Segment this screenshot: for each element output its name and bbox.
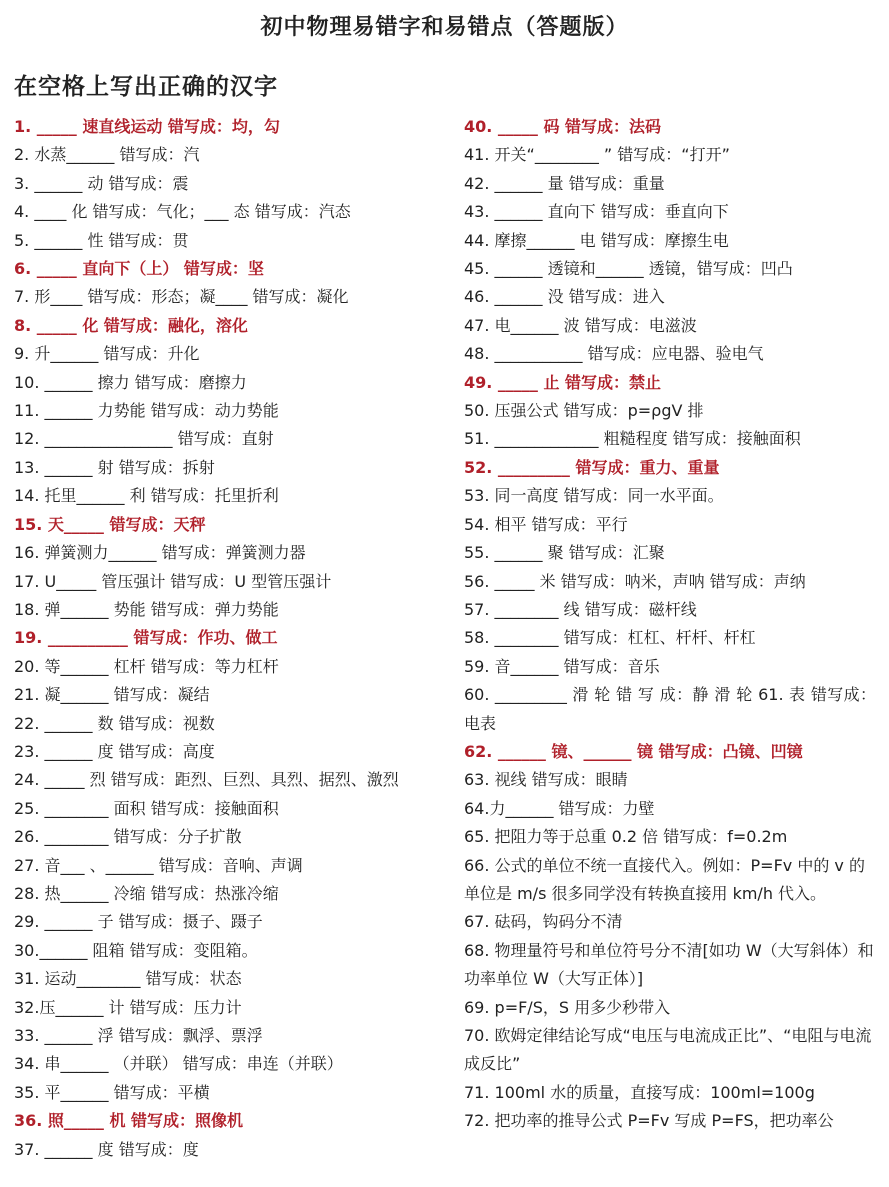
- question-item: 23. ______ 度 错写成：高度: [14, 741, 215, 761]
- highlighted-question-item: 1. _____ 速直线运动 错写成：均，勾: [14, 117, 280, 136]
- question-item: 60. _________ 滑 轮 错 写 成：静 滑 轮 61. 表 错写成：电表: [464, 685, 876, 733]
- question-item: 5. ______ 性 错写成：贯: [14, 230, 189, 250]
- highlighted-question-item: 8. _____ 化 错写成：融化，溶化: [14, 315, 248, 335]
- question-item: 64.力______ 错写成：力壁: [464, 798, 655, 818]
- question-item: 27. 音___ 、______ 错写成：音响、声调: [14, 855, 303, 875]
- question-item: 58. ________ 错写成：杠杠、杆杆、杆杠: [464, 628, 756, 648]
- highlighted-question-item: 62. ______ 镜、______ 镜 错写成：凸镜、凹镜: [464, 741, 803, 761]
- question-item: 68. 物理量符号和单位符号分不清[如功 W（大写斜体）和功率单位 W（大写正体）]: [464, 940, 874, 989]
- question-item: 55. ______ 聚 错写成：汇聚: [464, 543, 665, 563]
- question-item: 69. p=F/S，S 用多少秒带入: [464, 997, 671, 1017]
- right-question-column: [464, 113, 876, 1136]
- question-item: 47. 电______ 波 错写成：电滋波: [464, 315, 697, 335]
- question-item: 25. ________ 面积 错写成：接触面积: [14, 798, 279, 818]
- question-item: 9. 升______ 错写成：升化: [14, 344, 200, 364]
- question-item: 70. 欧姆定律结论写成“电压与电流成正比”、“电阻与电流成反比”: [464, 1026, 872, 1074]
- question-item: 46. ______ 没 错写成：进入: [464, 287, 665, 307]
- question-item: 57. ________ 线 错写成：磁杆线: [464, 599, 697, 619]
- question-item: 51. _____________ 粗糙程度 错写成：接触面积: [464, 429, 801, 449]
- highlighted-question-item: 36. 照_____ 机 错写成：照像机: [14, 1111, 244, 1131]
- highlighted-question-item: 52. _________ 错写成：重力、重量: [464, 457, 720, 477]
- question-item: 67. 砝码，钩码分不清: [464, 912, 623, 932]
- question-item: 37. ______ 度 错写成：度: [14, 1139, 199, 1159]
- question-item: 29. ______ 子 错写成：摄子、蹑子: [14, 912, 263, 932]
- question-item: 72. 把功率的推导公式 P=Fv 写成 P=FS，把功率公: [464, 1111, 834, 1131]
- question-item: 53. 同一高度 错写成：同一水平面。: [464, 486, 724, 506]
- question-item: 21. 凝______ 错写成：凝结: [14, 685, 210, 705]
- highlighted-question-item: 6. _____ 直向下（上） 错写成：坚: [14, 259, 264, 279]
- question-item: 2. 水蒸______ 错写成：汽: [14, 145, 200, 165]
- question-item: 12. ________________ 错写成：直射: [14, 429, 274, 449]
- question-item: 14. 托里______ 利 错写成：托里折利: [14, 486, 279, 506]
- question-item: 71. 100ml 水的质量，直接写成：100ml=100g: [464, 1082, 815, 1102]
- question-item: 10. ______ 擦力 错写成：磨擦力: [14, 372, 247, 392]
- highlighted-question-item: 49. _____ 止 错写成：禁止: [464, 372, 662, 392]
- question-item: 32.压______ 计 错写成：压力计: [14, 997, 242, 1017]
- question-item: 50. 压强公式 错写成：p=ρgV 排: [464, 401, 704, 421]
- question-item: 42. ______ 量 错写成：重量: [464, 173, 665, 193]
- highlighted-question-item: 19. __________ 错写成：作功、做工: [14, 628, 278, 648]
- question-item: 30.______ 阻箱 错写成：变阻箱。: [14, 940, 258, 960]
- question-item: 18. 弹______ 势能 错写成：弹力势能: [14, 599, 279, 619]
- question-item: 56. _____ 米 错写成：呐米，声呐 错写成：声纳: [464, 571, 806, 591]
- question-item: 35. 平______ 错写成：平横: [14, 1082, 210, 1102]
- question-item: 31. 运动________ 错写成：状态: [14, 969, 242, 989]
- highlighted-question-item: 40. _____ 码 错写成：法码: [464, 117, 662, 136]
- question-item: 17. U_____ 管压强计 错写成：U 型管压强计: [14, 571, 332, 591]
- question-item: 44. 摩擦______ 电 错写成：摩擦生电: [464, 230, 729, 250]
- question-item: 33. ______ 浮 错写成：飘浮、票浮: [14, 1026, 263, 1045]
- question-item: 20. 等______ 杠杆 错写成：等力杠杆: [14, 656, 279, 676]
- question-item: 4. ____ 化 错写成：气化；___ 态 错写成：汽态: [14, 202, 351, 222]
- question-item: 22. ______ 数 错写成：视数: [14, 713, 215, 733]
- question-item: 11. ______ 力势能 错写成：动力势能: [14, 401, 279, 421]
- left-question-column: [14, 113, 444, 1164]
- question-item: 63. 视线 错写成：眼睛: [464, 770, 628, 790]
- highlighted-question-item: 15. 天_____ 错写成：天秤: [14, 514, 206, 534]
- section-heading: 在空格上写出正确的汉字: [14, 74, 278, 100]
- question-item: 45. ______ 透镜和______ 透镜，错写成：凹凸: [464, 259, 793, 279]
- question-item: 16. 弹簧测力______ 错写成：弹簧测力器: [14, 543, 306, 563]
- question-item: 7. 形____ 错写成：形态；凝____ 错写成：凝化: [14, 287, 349, 307]
- question-item: 66. 公式的单位不统一直接代入。例如：P=Fv 中的 v 的单位是 m/s 很多同学没有转换直接用 km/h 代入。: [464, 855, 865, 903]
- question-item: 34. 串______ （并联） 错写成：串连（并联）: [14, 1054, 343, 1074]
- question-item: 13. ______ 射 错写成：拆射: [14, 457, 215, 477]
- question-item: 48. ___________ 错写成：应电器、验电气: [464, 344, 764, 364]
- question-item: 43. ______ 直向下 错写成：垂直向下: [464, 202, 729, 222]
- question-item: 65. 把阻力等于总重 0.2 倍 错写成：f=0.2m: [464, 827, 788, 847]
- question-item: 26. ________ 错写成：分子扩散: [14, 827, 242, 847]
- question-item: 28. 热______ 冷缩 错写成：热涨冷缩: [14, 883, 279, 903]
- question-item: 54. 相平 错写成：平行: [464, 514, 628, 534]
- question-item: 24. _____ 烈 错写成：距烈、巨烈、具烈、据烈、激烈: [14, 770, 399, 790]
- question-item: 59. 音______ 错写成：音乐: [464, 656, 660, 676]
- question-item: 41. 开关“________ ” 错写成：“打开”: [464, 145, 730, 165]
- question-item: 3. ______ 动 错写成：震: [14, 173, 189, 193]
- page-title: 初中物理易错字和易错点（答题版）: [260, 15, 629, 40]
